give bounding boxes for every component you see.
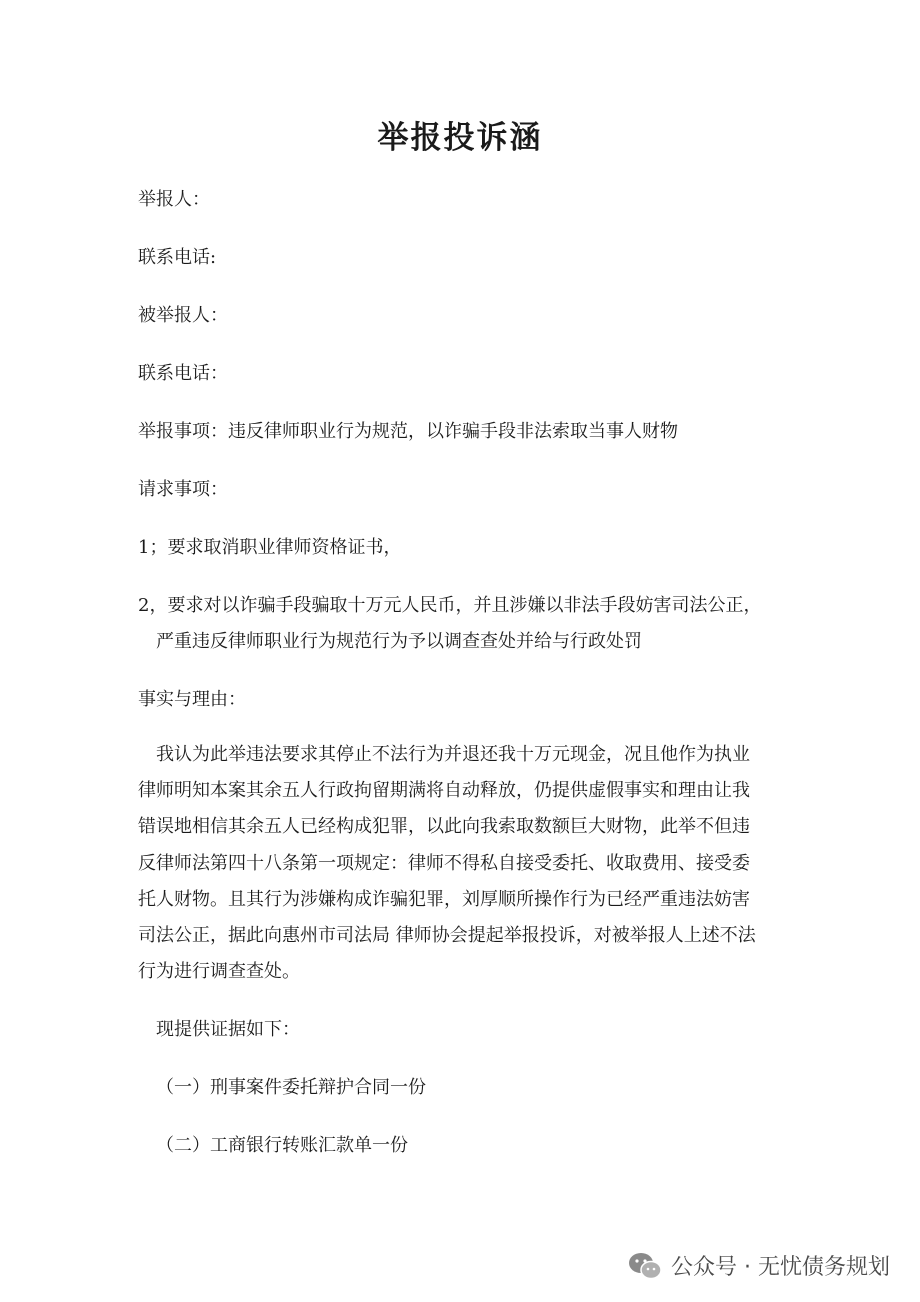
evidence-item-2: （二）工商银行转账汇款单一份: [156, 1135, 408, 1156]
wechat-icon: [627, 1251, 663, 1281]
reported-label: 被举报人：: [138, 305, 228, 326]
evidence-item-1: （一）刑事案件委托辩护合同一份: [156, 1077, 426, 1098]
watermark-text: 公众号 · 无忧债务规划: [671, 1255, 890, 1280]
watermark: [627, 1250, 890, 1281]
request-item-1: 1；要求取消职业律师资格证书，: [138, 537, 402, 558]
reported-phone-label: 联系电话：: [138, 363, 228, 384]
facts-line: 托人财物。且其行为涉嫌构成诈骗犯罪，刘厚顺所操作行为已经严重违法妨害: [138, 888, 750, 910]
document-title: 举报投诉涵: [377, 120, 543, 156]
facts-paragraph: [138, 737, 788, 990]
report-matter: 举报事项：违反律师职业行为规范，以诈骗手段非法索取当事人财物: [138, 421, 678, 442]
requests-heading: 请求事项：: [138, 479, 228, 500]
facts-line: 我认为此举违法要求其停止不法行为并退还我十万元现金，况且他作为执业: [138, 744, 750, 765]
request-item-2-line-1: 2，要求对以诈骗手段骗取十万元人民币，并且涉嫌以非法手段妨害司法公正，: [138, 595, 762, 616]
reporter-phone-label: 联系电话:: [138, 247, 217, 268]
facts-line: 律师明知本案其余五人行政拘留期满将自动释放，仍提供虚假事实和理由让我: [138, 780, 750, 802]
facts-line: 反律师法第四十八条第一项规定：律师不得私自接受委托、收取费用、接受委: [138, 852, 750, 874]
facts-heading: 事实与理由：: [138, 689, 246, 710]
reporter-label: 举报人：: [138, 189, 210, 210]
request-item-2-line-2: 严重违反律师职业行为规范行为予以调查查处并给与行政处罚: [156, 631, 642, 652]
facts-line: 错误地相信其余五人已经构成犯罪，以此向我索取数额巨大财物，此举不但违: [138, 816, 750, 838]
facts-line: 行为进行调查查处。: [138, 961, 300, 983]
facts-line: 司法公正，据此向惠州市司法局 律师协会提起举报投诉，对被举报人上述不法: [138, 925, 756, 947]
evidence-intro: 现提供证据如下：: [156, 1019, 300, 1040]
